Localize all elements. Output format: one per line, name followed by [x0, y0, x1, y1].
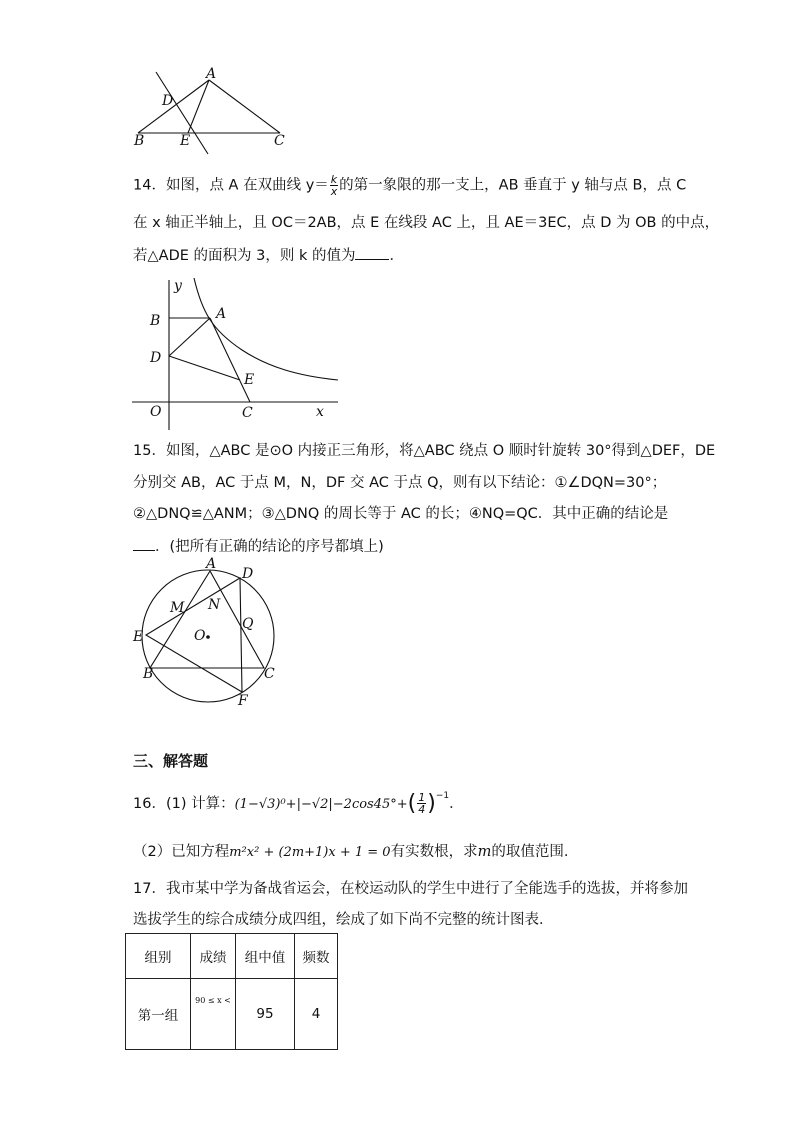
label-m: M [170, 600, 185, 616]
q16-variable: m [477, 844, 492, 860]
q16-frac-num: 1 [418, 791, 426, 805]
q14-text-d: ． [389, 248, 404, 264]
label-c: C [242, 405, 253, 421]
label-a: A [216, 306, 227, 322]
cell-score-text: 90 ≤ x < [195, 996, 231, 1005]
label-x: x [316, 404, 324, 420]
q14-line2: 在 x 轴正半轴上，且 OC＝2AB，点 E 在线段 AC 上，且 AE＝3EC，点 D 为 OB 的中点， [133, 215, 720, 231]
label-d: D [162, 93, 174, 109]
header-score: 成绩 [191, 934, 236, 979]
label-d: D [242, 566, 254, 582]
q16-part1-expression: (1−√3)⁰+|−√2|−2cos45°+ [234, 796, 408, 812]
segment-da [169, 318, 210, 356]
cell-frequency: 4 [295, 979, 338, 1050]
label-b: B [150, 313, 161, 329]
label-b: B [134, 133, 145, 149]
q15-line1: 15．如图，△ABC 是⊙O 内接正三角形，将△ABC 绕点 O 顺时针旋转 30°得到△DEF，DE [133, 443, 716, 459]
q15-text-end: ．(把所有正确的结论的序号都填上) [155, 539, 384, 555]
q16-part2-label: （2）已知方程 [133, 844, 230, 860]
header-midpoint: 组中值 [236, 934, 295, 979]
table-header-row [126, 934, 338, 979]
score-table [125, 933, 338, 1050]
q16-part1-end: ． [449, 795, 464, 812]
label-e: E [180, 133, 191, 149]
q16-part2-mid: 有实数根，求 [390, 844, 478, 860]
label-o: O [194, 628, 206, 644]
q14-frac-num: k [330, 173, 338, 186]
section-heading: 三、解答题 [133, 752, 209, 770]
q16-exponent: −1 [435, 791, 450, 801]
q14-line3 [133, 245, 404, 266]
label-q: Q [242, 616, 254, 632]
q15-line4 [133, 536, 384, 557]
q14-text-b: 的第一象限的那一支上，AB 垂直于 y 轴与点 B，点 C [339, 177, 687, 194]
cell-group: 第一组 [126, 979, 191, 1050]
q15-line3: ②△DNQ≌△ANM；③△DNQ 的周长等于 AC 的长；④NQ=QC．其中正确的结论是 [133, 506, 669, 522]
q16-part1-label: 16．(1) 计算： [133, 795, 235, 812]
q16-fraction [417, 792, 426, 815]
q17-line2: 选拔学生的综合成绩分成四组，绘成了如下尚不完整的统计图表． [133, 912, 554, 928]
label-c: C [274, 133, 285, 149]
label-a: A [206, 66, 217, 82]
segment-ac [209, 80, 280, 133]
q14-text-a: 如图，点 A 在双曲线 y＝ [165, 177, 329, 194]
q15-line2: 分别交 AB，AC 于点 M，N，DF 交 AC 于点 Q，则有以下结论：①∠DQN=30°； [133, 475, 667, 491]
q14-number: 14． [133, 177, 166, 194]
figure-q14-hyperbola [130, 272, 350, 430]
table-row [126, 979, 338, 1050]
q16-part2 [133, 842, 568, 863]
label-n: N [208, 597, 221, 613]
q16-part2-end: 的取值范围. [491, 844, 569, 860]
header-group: 组别 [126, 934, 191, 979]
q16-frac-den: 4 [418, 803, 426, 817]
label-f: F [238, 693, 248, 708]
q14-fraction [330, 174, 338, 197]
figure-q13-triangle [130, 64, 300, 160]
q15-answer-blank [133, 536, 155, 551]
q14-line1 [133, 174, 686, 197]
q17-line1: 17．我市某中学为备战省运会，在校运动队的学生中进行了全能选手的选拔，并将参加 [133, 881, 688, 897]
label-b: B [143, 666, 154, 682]
q14-answer-blank [355, 245, 389, 260]
label-d: D [150, 350, 162, 366]
cell-score [191, 979, 236, 1050]
label-e: E [244, 372, 255, 388]
q16-part1: 16．(1) 计算：(1−√3)⁰+|−√2|−2cos45°+( $\frac{1}{4}$ )$^{-1}$． [133, 790, 464, 817]
label-e: E [133, 629, 144, 645]
label-c: C [264, 666, 275, 682]
label-a: A [206, 556, 217, 572]
center-dot [206, 635, 210, 639]
header-frequency: 频数 [295, 934, 338, 979]
q14-frac-den: x [330, 185, 338, 198]
label-y: y [174, 278, 182, 294]
figure-q15-circle [130, 556, 290, 708]
q14-text-c: 若△ADE 的面积为 3，则 k 的值为 [133, 248, 356, 264]
q16-equation: m²x² + (2m+1)x + 1 = 0 [229, 845, 391, 860]
label-o: O [150, 404, 162, 420]
cell-midpoint: 95 [236, 979, 295, 1050]
segment-ac [210, 318, 250, 402]
